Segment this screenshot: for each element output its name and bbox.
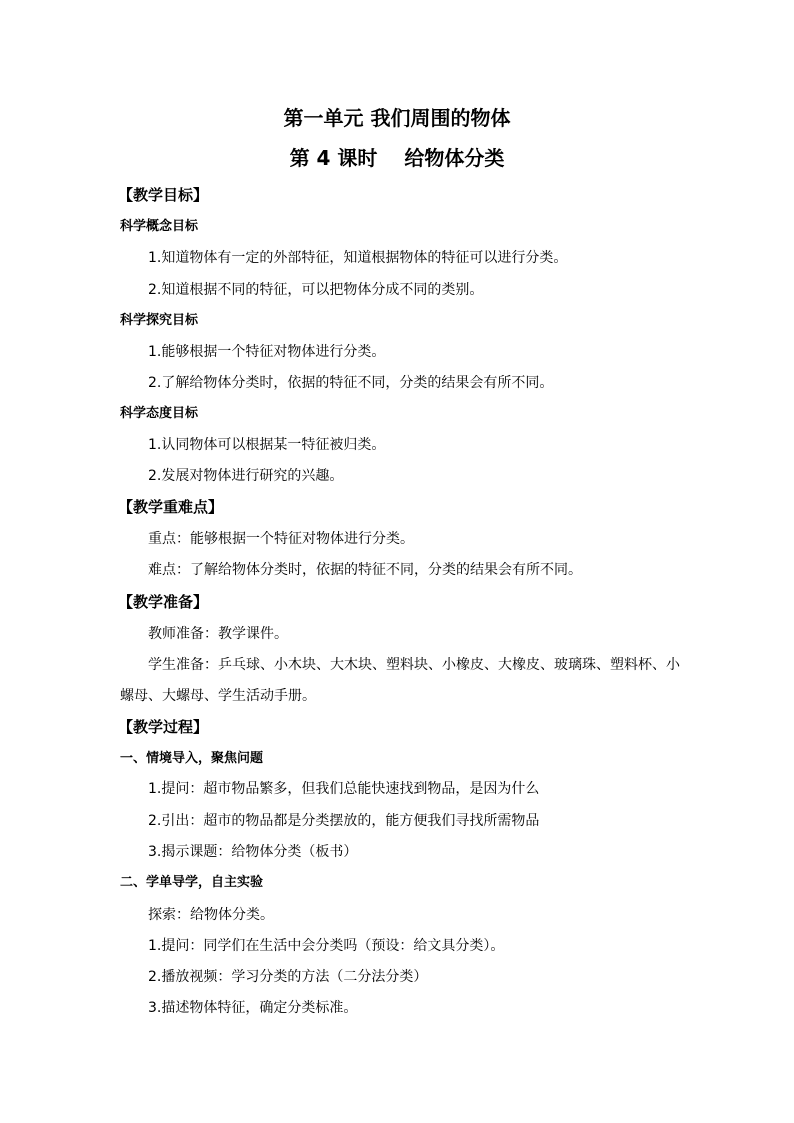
- student-preparation-line2: 螺母、大螺母、学生活动手册。: [120, 688, 316, 704]
- section-heading-goals: 【教学目标】: [118, 186, 209, 204]
- list-item: 1.知道物体有一定的外部特征，知道根据物体的特征可以进行分类。: [148, 250, 568, 266]
- subheading-attitude-goals: 科学态度目标: [120, 406, 199, 421]
- list-item: 2.发展对物体进行研究的兴趣。: [148, 468, 344, 484]
- subheading-process-part2: 二、学单导学，自主实验: [120, 875, 264, 890]
- list-item: 1.认同物体可以根据某一特征被归类。: [148, 437, 386, 453]
- subheading-concept-goals: 科学概念目标: [120, 219, 199, 234]
- student-preparation-line1: 学生准备：乒乓球、小木块、大木块、塑料块、小橡皮、大橡皮、玻璃珠、塑料杯、小: [148, 657, 680, 673]
- subheading-inquiry-goals: 科学探究目标: [120, 313, 199, 328]
- list-item: 1.提问：超市物品繁多，但我们总能快速找到物品，是因为什么: [148, 781, 540, 797]
- lesson-title: 第 4 课时 给物体分类: [289, 146, 505, 170]
- unit-title: 第一单元 我们周围的物体: [283, 106, 511, 130]
- list-item: 2.播放视频：学习分类的方法（二分法分类）: [148, 969, 428, 985]
- list-item: 探索：给物体分类。: [148, 907, 274, 923]
- list-item: 1.提问：同学们在生活中会分类吗（预设：给文具分类）。: [148, 938, 505, 954]
- list-item: 重点：能够根据一个特征对物体进行分类。: [148, 531, 414, 547]
- list-item: 难点：了解给物体分类时，依据的特征不同，分类的结果会有所不同。: [148, 562, 582, 578]
- list-item: 2.了解给物体分类时，依据的特征不同，分类的结果会有所不同。: [148, 375, 554, 391]
- list-item: 3.揭示课题：给物体分类（板书）: [148, 844, 358, 860]
- list-item: 3.描述物体特征，确定分类标准。: [148, 1000, 358, 1016]
- list-item: 1.能够根据一个特征对物体进行分类。: [148, 344, 386, 360]
- section-heading-key-points: 【教学重难点】: [118, 498, 224, 516]
- subheading-process-part1: 一、情境导入，聚焦问题: [120, 751, 264, 766]
- list-item: 2.引出：超市的物品都是分类摆放的，能方便我们寻找所需物品: [148, 813, 540, 829]
- list-item: 2.知道根据不同的特征，可以把物体分成不同的类别。: [148, 282, 484, 298]
- section-heading-process: 【教学过程】: [118, 718, 209, 736]
- section-heading-preparation: 【教学准备】: [118, 593, 209, 611]
- teacher-preparation: 教师准备：教学课件。: [148, 626, 288, 642]
